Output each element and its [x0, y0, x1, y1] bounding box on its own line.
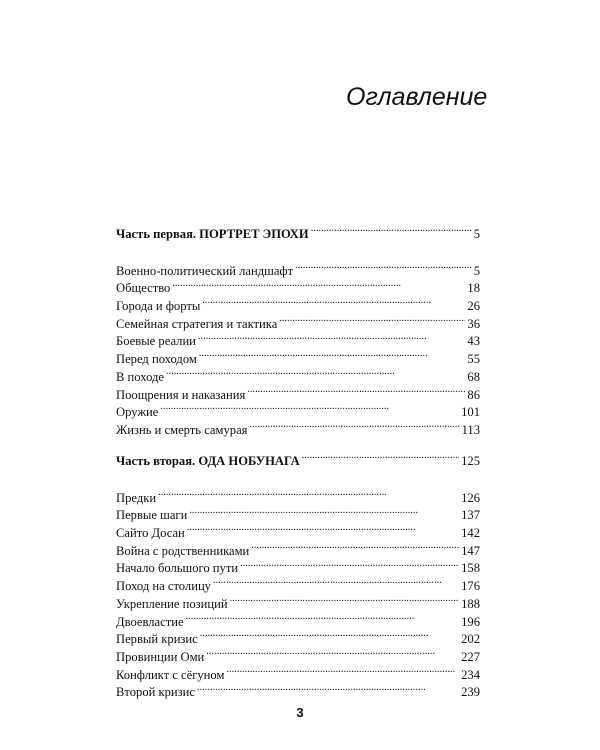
toc-entry-label: Поход на столицу — [116, 579, 211, 594]
toc-page-number: 142 — [461, 526, 480, 541]
toc-entry-label: Жизнь и смерть самурая — [116, 422, 248, 437]
toc-entry[interactable] — [116, 363, 480, 384]
toc-part-label: Часть вторая. ОДА НОБУНАГА — [116, 453, 300, 468]
toc-entry[interactable] — [116, 416, 480, 437]
part-two-entries — [116, 484, 480, 700]
toc-entry-label: Поощрения и наказания — [116, 387, 246, 402]
dot-leader — [189, 502, 459, 520]
dot-leader — [187, 519, 459, 537]
dot-leader — [279, 310, 465, 328]
toc-entry-label: Конфликт с сёгуном — [116, 667, 225, 682]
toc-page-number: 18 — [467, 281, 480, 296]
toc-entry-label: Двоевластие — [116, 614, 184, 629]
toc-page-number: 86 — [467, 387, 480, 402]
dot-leader — [230, 590, 459, 608]
toc-page-number: 126 — [461, 490, 480, 505]
toc-entry-label: Первые шаги — [116, 508, 188, 523]
toc-page-number: 196 — [461, 614, 480, 629]
toc-entry-label: Провинции Оми — [116, 649, 205, 664]
dot-leader — [295, 257, 472, 275]
dot-leader — [200, 626, 459, 644]
toc-page-number: 101 — [461, 405, 480, 420]
toc-page-number: 227 — [461, 649, 480, 664]
toc-entry-label: Оружие — [116, 405, 159, 420]
toc-page-number: 55 — [467, 352, 480, 367]
toc-page-number: 176 — [461, 579, 480, 594]
toc-entry-label: Семейная стратегия и тактика — [116, 316, 278, 331]
toc-entry-label: Перед походом — [116, 352, 197, 367]
dot-leader — [311, 220, 472, 238]
page-title: Оглавление — [346, 83, 488, 111]
dot-leader — [198, 328, 465, 346]
dot-leader — [226, 661, 459, 679]
dot-leader — [251, 537, 459, 555]
dot-leader — [172, 275, 465, 293]
toc-page-number: 137 — [461, 508, 480, 523]
toc-entry[interactable] — [116, 257, 480, 278]
toc-entry-label: Общество — [116, 281, 171, 296]
toc-page-number: 158 — [461, 561, 480, 576]
dot-leader — [213, 572, 459, 590]
dot-leader — [160, 399, 459, 417]
toc-page-number: 68 — [467, 369, 480, 384]
part-two-heading[interactable] — [116, 447, 480, 468]
dot-leader — [158, 484, 459, 502]
dot-leader — [206, 643, 459, 661]
toc-page-number: 239 — [461, 685, 480, 700]
toc-entry-label: Первый кризис — [116, 632, 198, 647]
toc-entry-label: Укрепление позиций — [116, 596, 228, 611]
toc-page-number: 147 — [461, 543, 480, 558]
dot-leader — [249, 416, 459, 434]
part-one-heading[interactable] — [116, 220, 480, 241]
dot-leader — [247, 381, 465, 399]
toc-entry-label: В походе — [116, 369, 165, 384]
dot-leader — [240, 555, 459, 573]
toc-entry-label: Война с родственниками — [116, 543, 250, 558]
toc-page-number: 36 — [467, 316, 480, 331]
toc-entry-label: Боевые реалии — [116, 334, 196, 349]
dot-leader — [197, 679, 459, 697]
toc-page-number: 234 — [461, 667, 480, 682]
dot-leader — [199, 345, 466, 363]
dot-leader — [202, 292, 465, 310]
toc-page-number: 188 — [461, 596, 480, 611]
toc-entry-label: Второй кризис — [116, 685, 195, 700]
dot-leader — [302, 447, 459, 465]
toc-page-number: 125 — [461, 453, 480, 468]
dot-leader — [166, 363, 465, 381]
toc-entry-label: Сайто Досан — [116, 526, 185, 541]
toc-page-number: 43 — [467, 334, 480, 349]
toc-entry[interactable] — [116, 484, 480, 505]
toc-entry[interactable] — [116, 292, 480, 314]
toc-entry-label: Военно-политический ландшафт — [116, 263, 294, 278]
toc-entry-label: Города и форты — [116, 299, 201, 314]
toc-page-number: 5 — [473, 263, 480, 278]
toc-page-number: 26 — [467, 299, 480, 314]
toc-entry[interactable] — [116, 399, 480, 420]
toc-entry[interactable] — [116, 381, 480, 402]
page-number: 3 — [296, 705, 304, 720]
toc-entry-label: Начало большого пути — [116, 561, 239, 576]
toc-entry-label: Предки — [116, 490, 157, 505]
toc-entry[interactable] — [116, 502, 480, 523]
dot-leader — [186, 608, 460, 626]
toc-page-number: 5 — [473, 226, 480, 241]
toc-part-label: Часть первая. ПОРТРЕТ ЭПОХИ — [116, 226, 309, 241]
part-one-entries — [116, 257, 480, 437]
toc-page-number: 113 — [461, 422, 480, 437]
toc-page-number: 202 — [461, 632, 480, 647]
